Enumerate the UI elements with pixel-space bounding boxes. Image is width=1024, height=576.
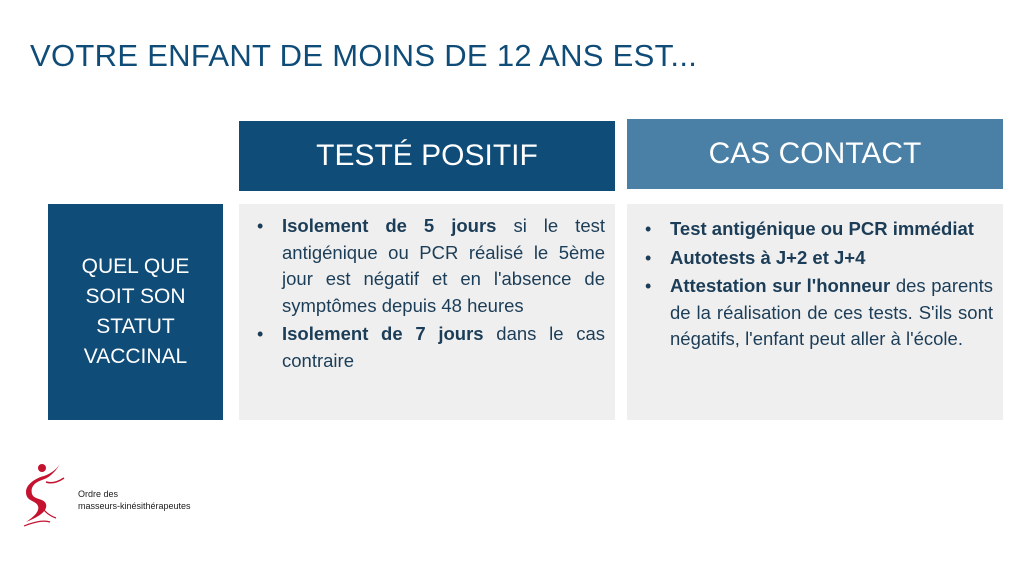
item-bold: Attestation sur l'honneur	[670, 275, 891, 296]
dancer-figure-icon	[20, 460, 76, 530]
list-item	[639, 273, 993, 353]
item-bold: Test antigénique ou PCR immédiat	[670, 218, 974, 239]
bullet-icon: •	[257, 324, 264, 344]
list-item	[251, 321, 605, 374]
list-item	[251, 213, 605, 319]
item-text: dans le cas contraire	[282, 323, 605, 371]
bullet-icon: •	[257, 216, 264, 236]
page-title: VOTRE ENFANT DE MOINS DE 12 ANS EST...	[30, 38, 698, 73]
list-item	[639, 216, 993, 243]
contact-list	[639, 216, 993, 353]
logo-line-2: masseurs-kinésithérapeutes	[78, 501, 191, 511]
row-label	[48, 204, 223, 420]
item-text: si le test antigénique ou PCR réalisé le 5ème jour est négatif et en l'absence de symptômes depuis 48 heures	[282, 215, 606, 316]
item-bold: Isolement de 7 jours	[282, 323, 484, 344]
bullet-icon: •	[645, 219, 652, 239]
logo-line-1: Ordre des	[78, 489, 119, 499]
item-bold: Autotests à J+2 et J+4	[670, 246, 866, 268]
column-header-teste-positif: TESTÉ POSITIF	[239, 121, 615, 191]
list-item	[639, 245, 993, 272]
item-text: des parents de la réalisation de ces tests. S'ils sont négatifs, l'enfant peut aller à l'école.	[670, 275, 993, 349]
item-bold: Isolement de 5 jours	[282, 215, 497, 236]
row-label-text: QUEL QUE SOIT SON STATUT VACCINAL	[81, 255, 190, 368]
logo-text	[78, 488, 191, 512]
bullet-icon: •	[645, 276, 652, 296]
positif-list	[251, 213, 605, 374]
cell-teste-positif	[239, 204, 615, 420]
cell-cas-contact	[627, 204, 1003, 420]
logo	[20, 460, 220, 530]
bullet-icon: •	[645, 247, 652, 268]
column-header-cas-contact: CAS CONTACT	[627, 119, 1003, 189]
